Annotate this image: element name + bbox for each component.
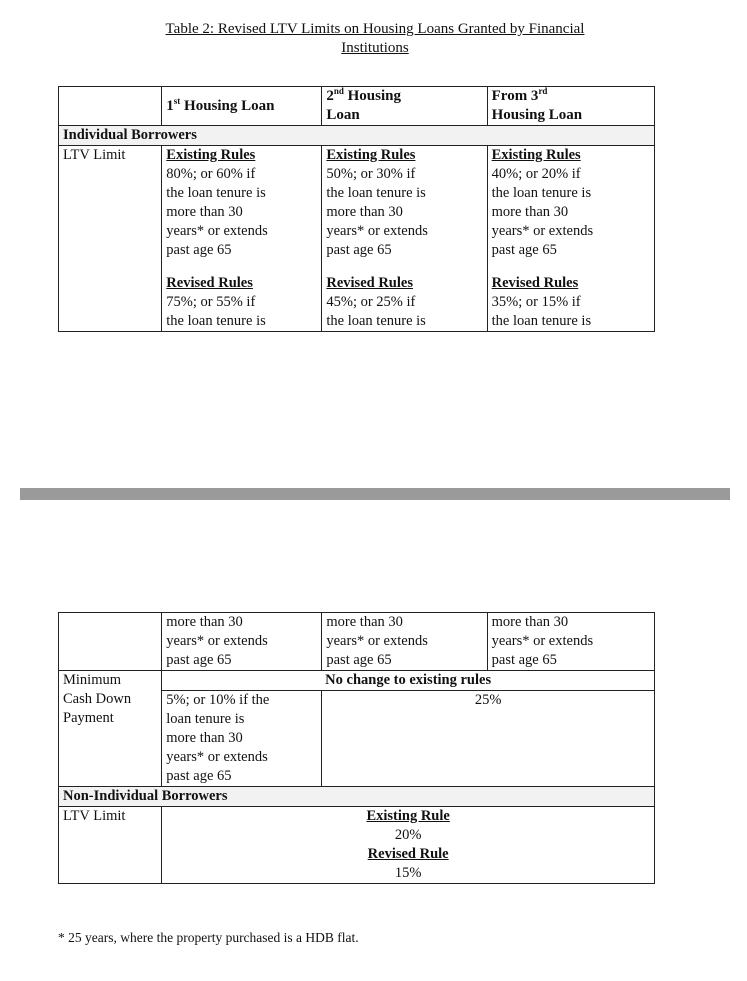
ltv-limit-label: LTV Limit xyxy=(59,146,162,332)
page-break-divider xyxy=(20,488,730,500)
second-loan-ltv-cell: Existing Rules 50%; or 30% if the loan tenure is more than 30 years* or extends past age 65 Revised Rules 45%; or 25% if the loan tenure is xyxy=(322,146,487,332)
table-title-line-1: Table 2: Revised LTV Limits on Housing Loans Granted by Financial xyxy=(165,21,585,37)
header-first-housing-loan: 1st Housing Loan xyxy=(162,87,322,126)
other-loans-cash-down: 25% xyxy=(322,691,655,787)
continued-empty-cell xyxy=(59,613,162,671)
section-individual-borrowers: Individual Borrowers xyxy=(59,126,655,146)
first-loan-cash-down: 5%; or 10% if the loan tenure is more than 30 years* or extends past age 65 xyxy=(162,691,322,787)
header-third-housing-loan: From 3rd Housing Loan xyxy=(487,87,654,126)
section-non-individual-borrowers: Non-Individual Borrowers xyxy=(59,787,655,807)
no-change-note: No change to existing rules xyxy=(162,671,655,691)
ltv-continued-row xyxy=(59,613,655,671)
third-loan-continued-cell: more than 30 years* or extends past age 65 xyxy=(487,613,654,671)
footnote: * 25 years, where the property purchased is a HDB flat. xyxy=(58,930,359,945)
ltv-limit-row xyxy=(59,146,655,332)
second-loan-continued-cell: more than 30 years* or extends past age 65 xyxy=(322,613,487,671)
header-second-housing-loan: 2nd Housing Loan xyxy=(322,87,487,126)
non-individual-ltv-cell: Existing Rule 20% Revised Rule 15% xyxy=(162,807,655,884)
first-loan-ltv-cell: Existing Rules 80%; or 60% if the loan tenure is more than 30 years* or extends past age 65 Revised Rules 75%; or 55% if the loan tenure is xyxy=(162,146,322,332)
third-loan-ltv-cell: Existing Rules 40%; or 20% if the loan tenure is more than 30 years* or extends past age 65 Revised Rules 35%; or 15% if the loan tenure is xyxy=(487,146,654,332)
cash-down-header-row xyxy=(59,671,655,691)
first-loan-continued-cell: more than 30 years* or extends past age 65 xyxy=(162,613,322,671)
table-title-line-2: Institutions xyxy=(341,40,409,56)
header-empty-cell xyxy=(59,87,162,126)
non-individual-ltv-label: LTV Limit xyxy=(59,807,162,884)
non-individual-ltv-row xyxy=(59,807,655,884)
table-title xyxy=(80,20,670,58)
cash-down-label: Minimum Cash Down Payment xyxy=(59,671,162,787)
ltv-table-part-1 xyxy=(58,86,655,332)
ltv-table-part-2 xyxy=(58,612,655,884)
header-row xyxy=(59,87,655,126)
